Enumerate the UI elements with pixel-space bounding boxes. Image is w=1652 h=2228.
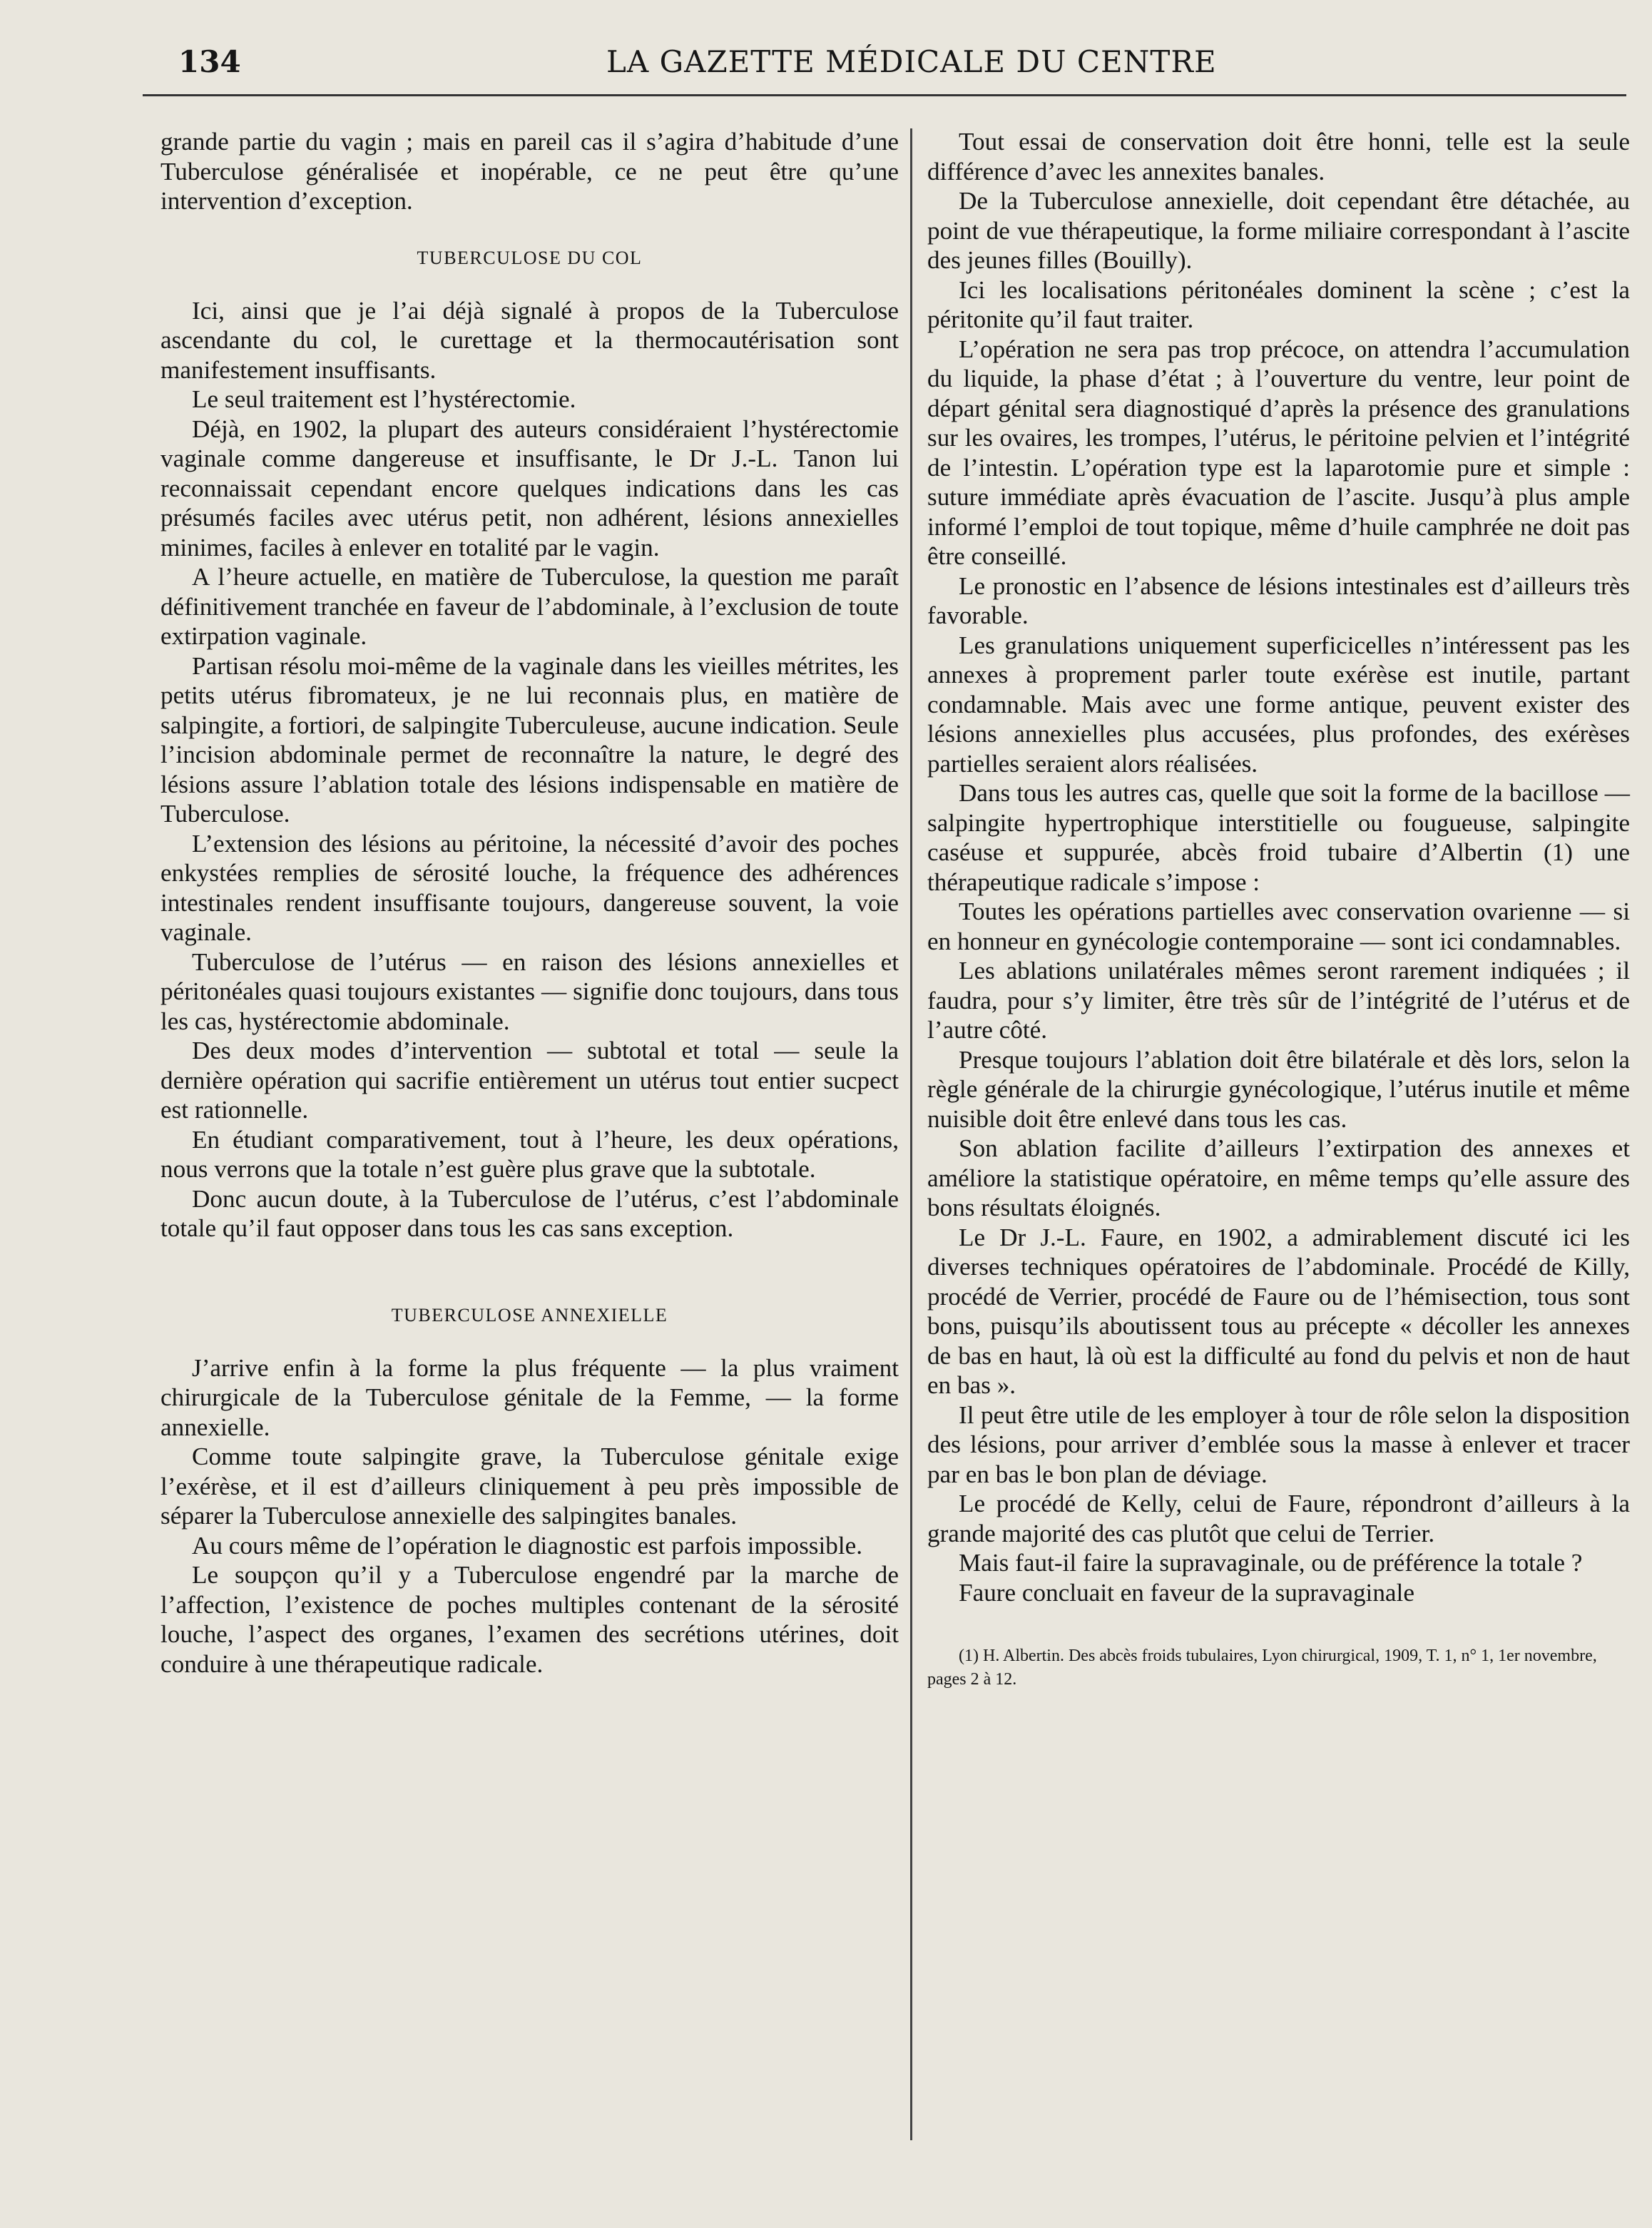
left-column xyxy=(160,127,899,1679)
footnote-text: (1) H. Albertin. Des abcès froids tubulaires, Lyon chirurgical, 1909, T. 1, n° 1, 1er novembre, pages 2 à 12. xyxy=(927,1647,1597,1689)
page-header xyxy=(178,44,1619,94)
paragraph: De la Tuberculose annexielle, doit cependant être détachée, au point de vue thérapeutique, la forme miliaire correspondant à l’ascite des jeunes filles (Bouilly). xyxy=(927,187,1630,274)
paragraph: Le pronostic en l’absence de lésions intestinales est d’ailleurs très favorable. xyxy=(927,571,1630,629)
paragraph: Au cours même de l’opération le diagnostic est parfois impossible. xyxy=(192,1531,863,1560)
section-title-col: TUBERCULOSE DU COL xyxy=(417,247,643,268)
paragraph: Les ablations unilatérales mêmes seront rarement indiquées ; il faudra, pour s’y limiter, être très sûr de l’intégrité de l’utérus et de l’autre côté. xyxy=(927,957,1630,1044)
paragraph: Ici les localisations péritonéales dominent la scène ; c’est la péritonite qu’il faut traiter. xyxy=(927,275,1630,333)
right-column xyxy=(927,127,1630,1692)
paragraph: Faure concluait en faveur de la supravaginale xyxy=(959,1578,1414,1607)
footnote xyxy=(927,1644,1630,1692)
paragraph: Ici, ainsi que je l’ai déjà signalé à propos de la Tuberculose ascendante du col, le curettage et la thermocautérisation sont manifestement insuffisants. xyxy=(160,296,899,384)
paragraph: A l’heure actuelle, en matière de Tuberculose, la question me paraît définitivement tranchée en faveur de l’abdominale, à l’exclusion de toute extirpation vaginale. xyxy=(160,563,899,650)
header-rule xyxy=(143,94,1626,96)
paragraph: Déjà, en 1902, la plupart des auteurs considéraient l’hystérectomie vaginale comme dangereuse et insuffisante, le Dr J.-L. Tanon lui reconnaissait cependant encore quelques indications dans les cas présumés faciles avec utérus petit, non adhérent, lésions annexielles minimes, faciles à enlever en totalité par le vagin. xyxy=(160,414,899,561)
paragraph: Tout essai de conservation doit être honni, telle est la seule différence d’avec les annexites banales. xyxy=(927,128,1630,185)
paragraph: Comme toute salpingite grave, la Tuberculose génitale exige l’exérèse, et il est d’ailleurs cliniquement à peu près impossible de séparer la Tuberculose annexielle des salpingites banales. xyxy=(160,1443,899,1530)
page-number: 134 xyxy=(178,44,241,79)
paragraph: Les granulations uniquement superficicelles n’intéressent pas les annexes à proprement parler toute exérèse est inutile, partant condamnable. Mais avec une forme antique, peuvent exister des lésions annexielles plus accusées, plus profondes, des exérèses partielles seraient alors réalisées. xyxy=(927,631,1630,778)
paragraph: L’extension des lésions au péritoine, la nécessité d’avoir des poches enkystées remplies de sérosité louche, la fréquence des adhérences intestinales rendent insuffisante toujours, dangereuse souvent, la voie vaginale. xyxy=(160,829,899,946)
paragraph: J’arrive enfin à la forme la plus fréquente — la plus vraiment chirurgicale de la Tuberculose génitale de la Femme, — la forme annexielle. xyxy=(160,1353,899,1441)
paragraph: Mais faut-il faire la supravaginale, ou de préférence la totale ? xyxy=(959,1549,1583,1577)
paragraph: Le soupçon qu’il y a Tuberculose engendré par la marche de l’affection, l’existence de poches multiples contenant de la sérosité louche, l’aspect des organes, l’examen des secrétions utérines, doit conduire à une thérapeutique radicale. xyxy=(160,1561,899,1678)
paragraph: Toutes les opérations partielles avec conservation ovarienne — si en honneur en gynécologie contemporaine — sont ici condamnables. xyxy=(927,897,1630,955)
paragraph: Des deux modes d’intervention — subtotal et total — seule la dernière opération qui sacrifie entièrement un utérus tout entier sucpect est rationnelle. xyxy=(160,1037,899,1124)
paragraph: Donc aucun doute, à la Tuberculose de l’utérus, c’est l’abdominale totale qu’il faut opposer dans tous les cas sans exception. xyxy=(160,1184,899,1242)
paragraph: Le procédé de Kelly, celui de Faure, répondront d’ailleurs à la grande majorité des cas plutôt que celui de Terrier. xyxy=(927,1490,1630,1547)
section-title-annexielle: TUBERCULOSE ANNEXIELLE xyxy=(391,1304,668,1326)
paragraph: Dans tous les autres cas, quelle que soit la forme de la bacillose — salpingite hypertrophique interstitielle ou fougueuse, salpingite caséuse et suppurée, abcès froid tubaire d’Albertin (1) une thérapeutique radicale s’impose : xyxy=(927,779,1630,896)
paragraph: Il peut être utile de les employer à tour de rôle selon la disposition des lésions, pour arriver d’emblée sous la masse à enlever et tracer par en bas le bon plan de déviage. xyxy=(927,1400,1630,1488)
paragraph: Tuberculose de l’utérus — en raison des lésions annexielles et péritonéales quasi toujours existantes — signifie donc toujours, dans tous les cas, hystérectomie abdominale. xyxy=(160,947,899,1035)
column-divider xyxy=(910,128,912,2140)
journal-title: LA GAZETTE MÉDICALE DU CENTRE xyxy=(606,44,1217,79)
paragraph: Son ablation facilite d’ailleurs l’extirpation des annexes et améliore la statistique opératoire, en même temps qu’elle assure des bons résultats éloignés. xyxy=(927,1134,1630,1221)
paragraph: Le Dr J.-L. Faure, en 1902, a admirablement discuté ici les diverses techniques opératoires de l’abdominale. Procédé de Killy, procédé de Verrier, procédé de Faure ou de l’hémisection, tous sont bons, puisqu’ils aboutissent tous au précepte « décoller les annexes de bas en haut, là où est la difficulté au fond du pelvis et non de haut en bas ». xyxy=(927,1223,1630,1399)
paragraph: En étudiant comparativement, tout à l’heure, les deux opérations, nous verrons que la totale n’est guère plus grave que la subtotale. xyxy=(160,1125,899,1183)
paragraph: Partisan résolu moi-même de la vaginale dans les vieilles métrites, les petits utérus fibromateux, je ne lui reconnais plus, en matière de salpingite, a fortiori, de salpingite Tuberculeuse, aucune indication. Seule l’incision abdominale permet de reconnaître la nature, le degré des lésions assure l’ablation totale des lésions indispensable en matière de Tuberculose. xyxy=(160,651,899,828)
paragraph: Presque toujours l’ablation doit être bilatérale et dès lors, selon la règle générale de la chirurgie gynécologique, l’utérus inutile et même nuisible doit être enlevé dans tous les cas. xyxy=(927,1045,1630,1133)
paragraph: L’opération ne sera pas trop précoce, on attendra l’accumulation du liquide, la phase d’état ; à l’ouverture du ventre, leur point de départ génital sera diagnostiqué d’après la présence des granulations sur les ovaires, les trompes, l’utérus, le péritoine pelvien et l’intégrité de l’intestin. L’opération type est la laparotomie pure et simple : suture immédiate après évacuation de l’ascite. Jusqu’à plus ample informé l’emploi de tout topique, même d’huile camphrée ne doit pas être conseillé. xyxy=(927,335,1630,570)
paragraph: Le seul traitement est l’hystérectomie. xyxy=(192,385,576,413)
paragraph: grande partie du vagin ; mais en pareil cas il s’agira d’habitude d’une Tuberculose généralisée et inopérable, ce ne peut être qu’une intervention d’exception. xyxy=(160,128,899,215)
